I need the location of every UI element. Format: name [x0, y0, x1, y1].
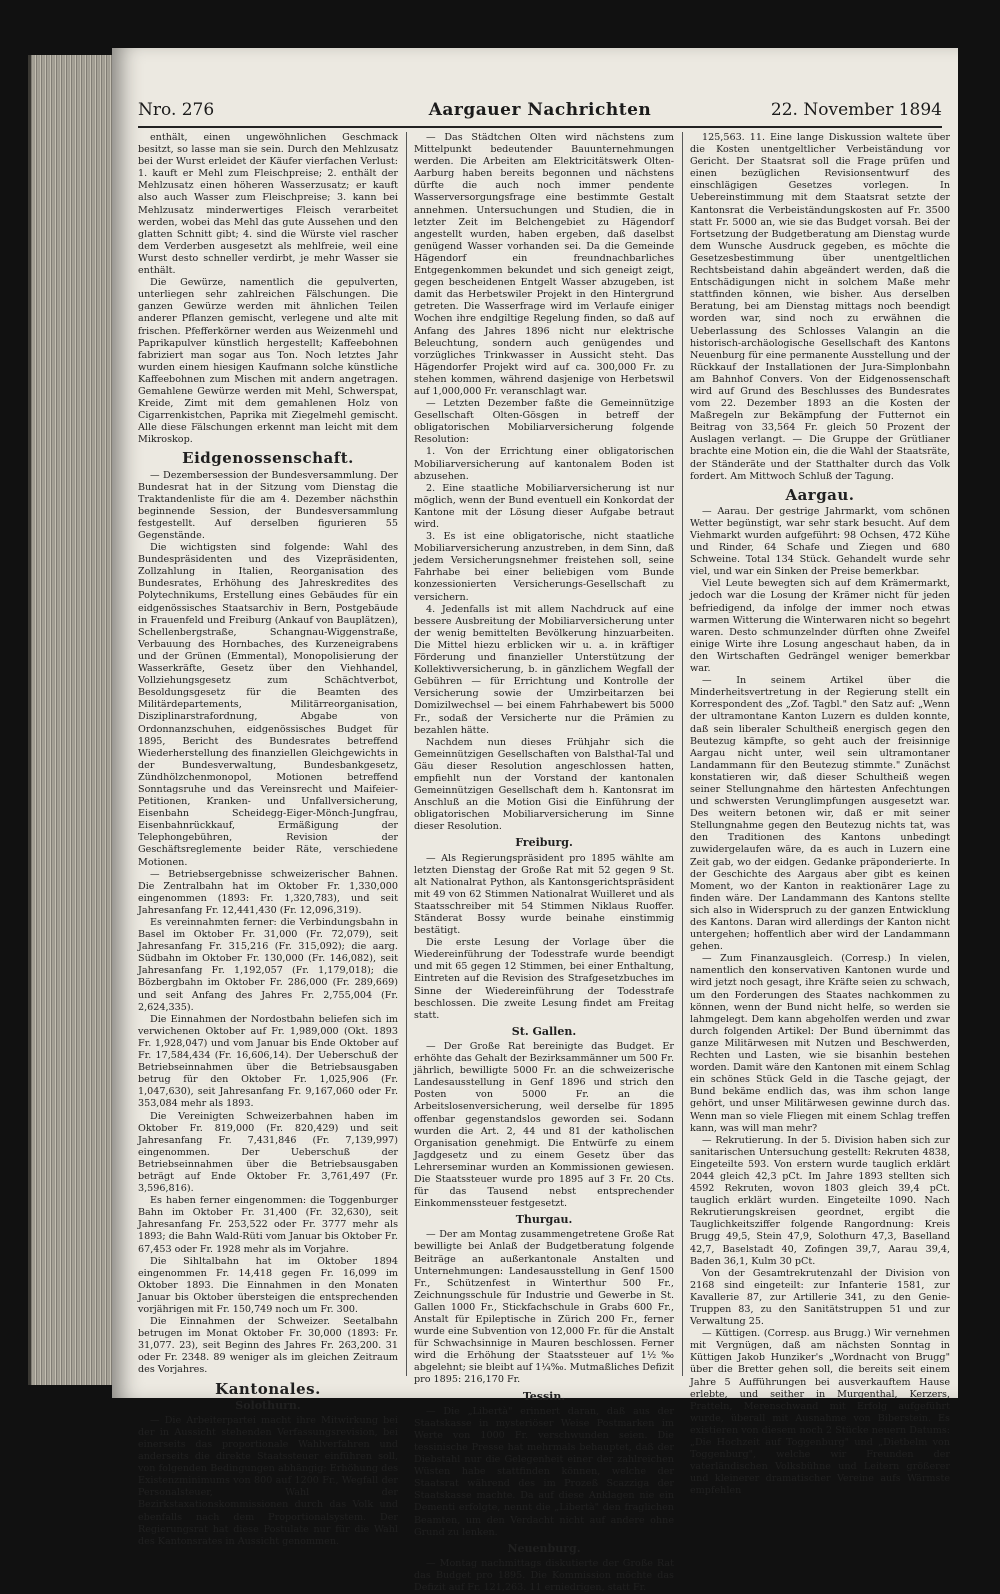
column-divider — [406, 132, 407, 1376]
subsection-heading: Freiburg. — [515, 836, 573, 850]
subsection-heading: St. Gallen. — [511, 1024, 577, 1038]
paragraph: 4. Jedenfalls ist mit allem Nachdruck auf eine bessere Ausbreitung der Mobiliarversicherung unter der wenig bemittelten Bevölkerung hinzuarbeiten. Die Mittel hiezu erblicken wir u. a. in kräftiger Förderung und finanzieller Unterstützung der Kollektivversicherung, b. in gänzlichem Wegfall der Gebühren — für Errichtung und Kontrolle der Versicherung sowie der Umzirbeitarzen bei Domizilwechsel — bei einem Fahrhabewert bis 5000 Fr., sodaß der Versicherte nur die Prämien zu bezahlen hätte. — [414, 603, 674, 736]
paragraph: — In seinem Artikel über die Minderheitsvertretung in der Regierung stellt ein Korrespondent des „Zof. Tagbl." den Satz auf: „Wenn der ultramontane Kanton Luzern es dulden konnte, daß sein liberaler Schultheiß energisch gegen den Beutezug kämpfte, so geht auch der freisinnige Aargau nicht unter, weil sein ultramontaner Landammann für den Beutezug stimmte." Zunächst konstatieren wir, daß dieser Schultheiß wegen seiner Stellungnahme den härtesten Anfechtungen und schwersten Verunglimpfungen ausgesetzt war. Des weitern betonen wir, daß er mit seiner Stellungnahme gegen den Beutezug nichts tat, was den Traditionen des Kantons unbedingt zuwidergelaufen wäre, da es auch in Luzern eine Zeit gab, wo der eidgen. Gedanke präponderierte. In der Geschichte des Aargaus aber gibt es keinen Moment, wo der Kanton in reaktionärer Lage zu finden wäre. Der Landammann des Kantons stellte sich also in Widerspruch zu der ganzen Entwicklung des Kantons. Daran wird allerdings der Kanton nicht untergehen; hoffentlich aber wird der Landammann gehen. — [690, 675, 950, 953]
paragraph: — Die Arbeiterpartei macht ihre Mitwirkung bei der in Aussicht stehenden Verfassungsrevision, bei einerseits das proportionale Wahlverfahren und anderseits die direkte Staatssteuer einführen soll, von folgenden Bedingungen abhängig: Erhöhung des Existenzminimums von 800 auf 1200 Fr., Wegfall der Personalsteuer, Wahl der Bezirkstaxationskommissionen durch das Volk und ebenfalls nach dem Proportionalsystem. Der Regierungsrat hat diese Postulate nur für die Wahl des Kantonsrates in Aussicht genommen. — [138, 1414, 398, 1547]
column-divider — [682, 132, 683, 1376]
paragraph: Die Gewürze, namentlich die gepulverten, unterliegen sehr zahlreichen Fälschungen. Die ganzen Gewürze werden mit ähnlichen Teilen anderer Pflanzen gemischt, verlegene und alte mit frischen. Pfefferkörner werden aus Weizenmehl und Paprikapulver künstlich hergestellt; Kaffeebohnen fabriziert man sogar aus Ton. Noch letztes Jahr wurden einem hiesigen Kaufmann solche künstliche Kaffeebohnen zum Mischen mit andern angetragen. Gemahlene Gewürze werden mit Mehl, Schwerspat, Kreide, Zimt mit dem gemahlenen Holz von Cigarrenkistchen, Paprika mit Ziegelmehl gemischt. Alle diese Fälschungen erkennt man leicht mit dem Mikroskop. — [138, 277, 398, 446]
subsection-heading: Tessin. — [522, 1389, 566, 1403]
paragraph: — Dezembersession der Bundesversammlung. Der Bundesrat hat in der Sitzung vom Dienstag die Traktandenliste für die am 4. Dezember nächsthin beginnende Session, der Bundesversammlung festgestellt. Auf derselben figurieren 55 Gegenstände. — [138, 469, 398, 541]
subsection-heading: Thurgau. — [515, 1213, 573, 1227]
paragraph: Nachdem nun dieses Frühjahr sich die Gemeinnützigen Gesellschaften von Balsthal-Tal und Gäu dieser Resolution angeschlossen hatten, empfiehlt nun der Vorstand der kantonalen Gemeinnützigen Gesellschaft dem h. Kantonsrat im Anschluß an die Motion Gisi die Einführung der obligatorischen Mobiliarversicherung im Sinne dieser Resolution. — [414, 736, 674, 833]
paragraph: 125,563. 11. Eine lange Diskussion waltete über die Kosten unentgeltlicher Verbeiständung vor Gericht. Der Staatsrat soll die Frage prüfen und einen bezüglichen Revisionsentwurf des einschlägigen Gesetzes vorlegen. In Uebereinstimmung mit dem Staatsrat setzte der Kantonsrat die Verbeiständungskosten auf Fr. 3500 statt Fr. 5000 an, wie sie das Budget vorsah. Bei der Fortsetzung der Budgetberatung am Dienstag wurde dem Wunsche Ausdruck gegeben, es möchte die Gesetzesbestimmung über unentgeltlichen Rechtsbeistand dahin abgeändert werden, daß die Entschädigungen nicht in solchem Maße mehr stattfinden können, wie bisher. Aus derselben Beratung, bei am Dienstag mittags noch beendigt worden war, sind noch zu erwähnen die Ueberlassung des Schlosses Valangin an die historisch-archäologische Gesellschaft des Kantons Neuenburg für eine permanente Ausstellung und der Rückkauf der Installationen der Jura-Simplonbahn am Bahnhof Convers. Von der Eidgenossenschaft wird auf Grund des Beschlusses des Bundesrates vom 22. Dezember 1893 an die Kosten der Maßregeln zur Bekämpfung der Futternot ein Beitrag von 33,564 Fr. gleich 50 Prozent der Auslagen verlangt. — Die Gruppe der Grütlianer brachte eine Motion ein, die die Wahl der Staatsräte, der Ständeräte und der Statthalter durch das Volk fordert. Am Mittwoch Schluß der Tagung. — [690, 132, 950, 482]
paragraph: Die wichtigsten sind folgende: Wahl des Bundespräsidenten und des Vizepräsidenten, Zollzahlung in Italien, Reorganisation des Bundesrates, Erhöhung des Jahreskredites des Polytechnikums, Erstellung eines Gebäudes für ein eidgenössisches Staatsarchiv in Bern, Postgebäude in Frauenfeld und Freiburg (Ankauf von Bauplätzen), Schellenbergstraße, Schangnau-Wiggenstraße, Verbauung des Hornbaches, des Kurzeneigrabens und der Grünen (Emmental), Monopolisierung der Wasserkräfte, Gesetz über den Viehhandel, Vollziehungsgesetz zum Schächtverbot, Besoldungsgesetz für die Beamten des Militärdepartements, Militärreorganisation, Disziplinarstrafordnung, Abgabe von Ordonnanzschuhen, eidgenössisches Budget für 1895, Bericht des Bundesrates betreffend Wiederherstellung des finanziellen Gleichgewichts in der Bundesverwaltung, Bundesbankgesetz, Zündhölzchenmonopol, Motionen betreffend Sonntagsruhe und das Vereinsrecht und Maifeier-Petitionen, Kranken- und Unfallversicherung, Eisenbahn Scheidegg-Eiger-Mönch-Jungfrau, Eisenbahnrückkauf, Ermäßigung der Telephongebühren, Revision der Geschäftsreglemente beider Räte, verschiedene Motionen. — [138, 542, 398, 868]
paragraph: — Aarau. Der gestrige Jahrmarkt, vom schönen Wetter begünstigt, war sehr stark besucht. Auf dem Viehmarkt wurden aufgeführt: 98 Ochsen, 472 Kühe und Rinder, 64 Schafe und Ziegen und 680 Schweine. Total 134 Stück. Gehandelt wurde sehr viel, und war ein Sinken der Preise bemerkbar. — [690, 505, 950, 578]
paragraph: — Montag nachmittags diskutierte der Große Rat das Budget pro 1895. Die Kommission möchte das Defizit auf Fr. 121,263. 11 erniedrigen, statt Fr. — [414, 1557, 674, 1593]
paragraph: 3. Es ist eine obligatorische, nicht staatliche Mobiliarversicherung anzustreben, in dem Sinn, daß jedem Versicherungsnehmer freistehen soll, seine Fahrhabe bei einer beliebigen vom Bunde konzessionierten Versicherungs-Gesellschaft zu versichern. — [414, 531, 674, 603]
paragraph: 1. Von der Errichtung einer obligatorischen Mobiliarversicherung auf kantonalem Boden ist abzusehen. — [414, 446, 674, 482]
newspaper-page — [112, 48, 958, 1593]
paragraph: — Der am Montag zusammengetretene Große Rat bewilligte bei Anlaß der Budgetberatung folgende Beiträge an außerkantonale Anstalten und Unternehmungen: Landesausstellung in Genf 1500 Fr., Schützenfest in Winterthur 500 Fr., Zeichnungsschule für Industrie und Gewerbe in St. Gallen 1000 Fr., Stickfachschule in Grabs 600 Fr., Anstalt für Epileptische in Zürich 200 Fr., ferner wurde eine Subvention von 12,000 Fr. für die Anstalt für Schwachsinnige in Mauren beschlossen. Ferner wird die Erhöhung der Staatssteuer auf 1½‰ abgelehnt; sie bleibt auf 1¼‰. Mutmaßliches Defizit pro 1895: 216,170 Fr. — [414, 1229, 674, 1386]
paragraph: Die Einnahmen der Schweizer. Seetalbahn betrugen im Monat Oktober Fr. 30,000 (1893: Fr. 31,077. 23), seit Beginn des Jahres Fr. 263,200. 31 oder Fr. 2348. 89 weniger als im gleichen Zeitraum des Vorjahres. — [138, 1316, 398, 1376]
paragraph: enthält, einen ungewöhnlichen Geschmack besitzt, so lasse man sie sein. Durch den Mehlzusatz bei der Wurst erleidet der Käufer vierfachen Verlust: 1. kauft er Mehl zum Fleischpreise; 2. enthält der Mehlzusatz einen höheren Wasserzusatz; er kauft also auch Wasser zum Fleischpreise; 3. kann bei Mehlzusatz minderwertiges Fleisch verarbeitet werden, wobei das Mehl das gute Aussehen und den glatten Schnitt gibt; 4. sind die Würste viel rascher dem Verderben ausgesetzt als mehlfreie, weil eine Wurst desto schneller verdirbt, je mehr Wasser sie enthält. — [138, 132, 398, 277]
paragraph: — Das Städtchen Olten wird nächstens zum Mittelpunkt bedeutender Bauunternehmungen werden. Die Arbeiten am Elektricitätswerk Olten-Aarburg haben bereits begonnen und nächstens dürfte die auch noch immer pendente Wasserversorgungsfrage eine bestimmte Gestalt annehmen. Untersuchungen und Studien, die in letzter Zeit im Belchengebiet zu Hägendorf angestellt wurden, haben ergeben, daß daselbst genügend Wasser vorhanden sei. Da die Gemeinde Hägendorf ein freundnachbarliches Entgegenkommen bekundet und sich geneigt zeigt, gegen bescheidenen Entgelt Wasser abzugeben, ist damit das Herbetswiler Projekt in den Hintergrund getreten. Die Wasserfrage wird im Verlaufe einiger Wochen ihre endgiltige Regelung finden, so daß auf Anfang des Jahres 1896 nicht nur elektrische Beleuchtung, sondern auch genügendes und vorzügliches Trinkwasser in Aussicht steht. Das Hägendorfer Projekt wird auf ca. 300,000 Fr. zu stehen kommen, während dasjenige von Herbetswil auf 1,000,000 Fr. veranschlagt war. — [414, 132, 674, 397]
paragraph: — Küttigen. (Corresp. aus Brugg.) Wir vernehmen mit Vergnügen, daß am nächsten Sonntag in Küttigen Jakob Hunziker's „Wordnacht von Brugg" über die Bretter gehen soll, die bereits seit einem Jahre 5 Aufführungen bei ausverkauftem Hause erlebte, und seither in Murgenthal, Kerzers, Pratteln, Merenschwand mit Erfolg aufgeführt wurde, überall mit Ausnahme von Biberstein. Es existieren von diesem noch 2 Stücke neuern Datums: „Die Hochzeit auf Toggenburg" und „Dietbelm von Toggenburg", welche wir Freunden der vaterländischen Volksbühne und Leitern größerer und kleinerer dramatischer Vereine aufs Wärmste empfehlen — [690, 1328, 950, 1497]
paragraph: Von der Gesamtrekrutenzahl der Division von 2168 sind eingeteilt: zur Infanterie 1581, zur Kavallerie 87, zur Artillerie 341, zu den Genie-Truppen 83, zu den Sanitätstruppen 51 und zur Verwaltung 25. — [690, 1267, 950, 1328]
paragraph: — Zum Finanzausgleich. (Corresp.) In vielen, namentlich den konservativen Kantonen wurde und wird jetzt noch gesagt, ihre Kräfte seien zu schwach, um den Forderungen des Staates nachkommen zu können, wenn der Bund nicht helfe, so werden sie lahmgelegt. Dem kann abgeholfen werden und zwar durch folgenden Artikel: Der Bund übernimmt das ganze Militärwesen mit Nutzen und Beschwerden, Rechten und Lasten, wie sie bisanhin bestehen worden. Damit wäre den Kantonen mit einem Schlag ein schönes Stück Geld in die Tasche gejagt, der Bund bekäme endlich das, was ihm schon lange gehört, und unser Militärwesen gewinne durch das. Wenn man so viele Fliegen mit einem Schlag treffen kann, was will man mehr? — [690, 953, 950, 1134]
paragraph: — Letzten Dezember faßte die Gemeinnützige Gesellschaft Olten-Gösgen in betreff der obligatorischen Mobiliarversicherung folgende Resolution: — [414, 398, 674, 446]
paragraph: Die Sihltalbahn hat im Oktober 1894 eingenommen Fr. 14,418 gegen Fr. 16,099 im Oktober 1893. Die Einnahmen in den Monaten Januar bis Oktober übersteigen die entsprechenden vorjährigen mit Fr. 150,749 noch um Fr. 300. — [138, 1255, 398, 1315]
paragraph: Die Einnahmen der Nordostbahn beliefen sich im verwichenen Oktober auf Fr. 1,989,000 (Okt. 1893 Fr. 1,928,047) und vom Januar bis Ende Oktober auf Fr. 17,584,434 (Fr. 16,606,14). Der Ueberschuß der Betriebseinnahmen über die Betriebsausgaben betrug für den Oktober Fr. 1,025,906 (Fr. 1,047,630), seit Jahresanfang Fr. 9,167,060 oder Fr. 353,084 mehr als 1893. — [138, 1013, 398, 1110]
header-rule — [138, 126, 942, 128]
text-columns — [138, 132, 950, 1593]
section-heading: Eidgenossenschaft. — [182, 449, 354, 468]
issue-number: Nro. 276 — [138, 100, 215, 120]
paragraph: Es vereinnahmten ferner: die Verbindungsbahn in Basel im Oktober Fr. 31,000 (Fr. 72,079), seit Jahresanfang Fr. 315,216 (Fr. 315,092); die aarg. Südbahn im Oktober Fr. 130,000 (Fr. 146,082), seit Jahresanfang Fr. 1,192,057 (Fr. 1,179,018); die Bözbergbahn im Oktober Fr. 286,000 (Fr. 289,669) und seit Anfang des Jahres Fr. 2,755,004 (Fr. 2,624,335). — [138, 917, 398, 1013]
paragraph: Die Vereinigten Schweizerbahnen haben im Oktober Fr. 819,000 (Fr. 820,429) und seit Jahresanfang Fr. 7,431,846 (Fr. 7,139,997) eingenommen. Der Ueberschuß der Betriebseinnahmen über die Betriebsausgaben beträgt auf Ende Oktober Fr. 3,761,497 (Fr. 3,596,816). — [138, 1110, 398, 1195]
column-1 — [138, 132, 398, 1547]
subsection-heading: Solothurn. — [235, 1398, 301, 1412]
paragraph: 2. Eine staatliche Mobiliarversicherung ist nur möglich, wenn der Bund eventuell ein Konkordat der Kantone mit der Lösung dieser Aufgabe betraut wird. — [414, 482, 674, 530]
paragraph: Es haben ferner eingenommen: die Toggenburger Bahn im Oktober Fr. 31,400 (Fr. 32,630), seit Jahresanfang Fr. 253,522 oder Fr. 3777 mehr als 1893; die Bahn Wald-Rüti vom Januar bis Oktober Fr. 67,453 oder Fr. 1928 mehr als im Vorjahre. — [138, 1195, 398, 1255]
column-3 — [690, 132, 950, 1497]
issue-date: 22. November 1894 — [770, 100, 942, 120]
column-2 — [414, 132, 674, 1593]
paragraph: — Rekrutierung. In der 5. Division haben sich zur sanitarischen Untersuchung gestellt: Rekruten 4838, Eingeteilte 593. Von erstern wurde tauglich erklärt 2044 gleich 42,3 pCt. Im Jahre 1893 stellten sich 4592 Rekruten, wovon 1803 gleich 39,4 pCt. tauglich erklärt wurden. Eingeteilte 1090. Nach Rekrutierungskreisen geordnet, ergibt die Tauglichkeitsziffer folgende Rangordnung: Kreis Brugg 49,5, Stein 47,9, Solothurn 47,3, Baselland 42,7, Baselstadt 40, Zofingen 39,7, Aarau 39,4, Baden 36,1, Kulm 30 pCt. — [690, 1134, 950, 1267]
paragraph: — Die „Libertà" erinnert daran, daß aus der Staatskasse in mysteriöser Weise Postmarken im Werte von 1000 Fr. verschwunden seien. Die tessinische Presse hat mehrmals behauptet, daß der Diebstahl nur die Gelegenheit einer der zahlreichen Wüsten habe stattfinden können, welche der Staatsrat während des im Prozeß Scazziga der Staatskasse machte. Da auf diese Anklagen nie ein Dementi erfolgte, nennt die „Libertà" den fraglichen Beamten, um den Verdacht nicht auf andere ohne Grund zu lenken. — [414, 1405, 674, 1538]
paragraph: Viel Leute bewegten sich auf dem Krämermarkt, jedoch war die Losung der Krämer nicht für jeden befriedigend, da infolge der immer noch etwas warmen Witterung die Winterwaren nicht so begehrt waren. Desto schmunzelnder dürften ohne Zweifel einige Wirte ihre Losung angeschaut haben, da in den Wirtschaften Gedrängel weniger bemerkbar war. — [690, 578, 950, 675]
paragraph: — Betriebsergebnisse schweizerischer Bahnen. Die Zentralbahn hat im Oktober Fr. 1,330,000 eingenommen (1893: Fr. 1,320,783), und seit Jahresanfang Fr. 12,441,430 (Fr. 12,096,319). — [138, 868, 398, 916]
paragraph: — Der Große Rat bereinigte das Budget. Er erhöhte das Gehalt der Bezirksammänner um 500 Fr. jährlich, bewilligte 5000 Fr. an die schweizerische Landesausstellung in Genf 1896 und strich den Posten von 5000 Fr. an die Arbeitslosenversicherung, weil derselbe für 1895 offenbar gegenstandslos geworden sei. Sodann wurden die Art. 2, 44 und 81 der katholischen Organisation genehmigt. Die Entwürfe zu einem Jagdgesetz und zu einem Gesetz über das Lehrerseminar wurden an Kommissionen gewiesen. Die Staatssteuer wurde pro 1895 auf 3 Fr. 20 Cts. für das Tausend nebst entsprechender Einkommenssteuer festgesetzt. — [414, 1040, 674, 1210]
newspaper-title: Aargauer Nachrichten — [428, 100, 652, 120]
paragraph: — Als Regierungspräsident pro 1895 wählte am letzten Dienstag der Große Rat mit 52 gegen 9 St. alt Nationalrat Python, als Kantonsgerichtspräsident mit 49 von 62 Stimmen Nationalrat Wuilleret und als Staatsschreiber mit 54 Stimmen Niklaus Ruoffer. Ständerat Bossy wurde beinahe einstimmig bestätigt. — [414, 852, 674, 937]
section-heading: Aargau. — [785, 485, 855, 504]
page-header — [138, 100, 942, 126]
subsection-heading: Neuenburg. — [507, 1541, 581, 1555]
paragraph: Die erste Lesung der Vorlage über die Wiedereinführung der Todesstrafe wurde beendigt und mit 65 gegen 12 Stimmen, bei einer Enthaltung, Eintreten auf die Revision des Strafgesetzbuches im Sinne der Wiedereinführung der Todesstrafe beschlossen. Die zweite Lesung findet am Freitag statt. — [414, 937, 674, 1021]
section-heading: Kantonales. — [215, 1379, 321, 1398]
